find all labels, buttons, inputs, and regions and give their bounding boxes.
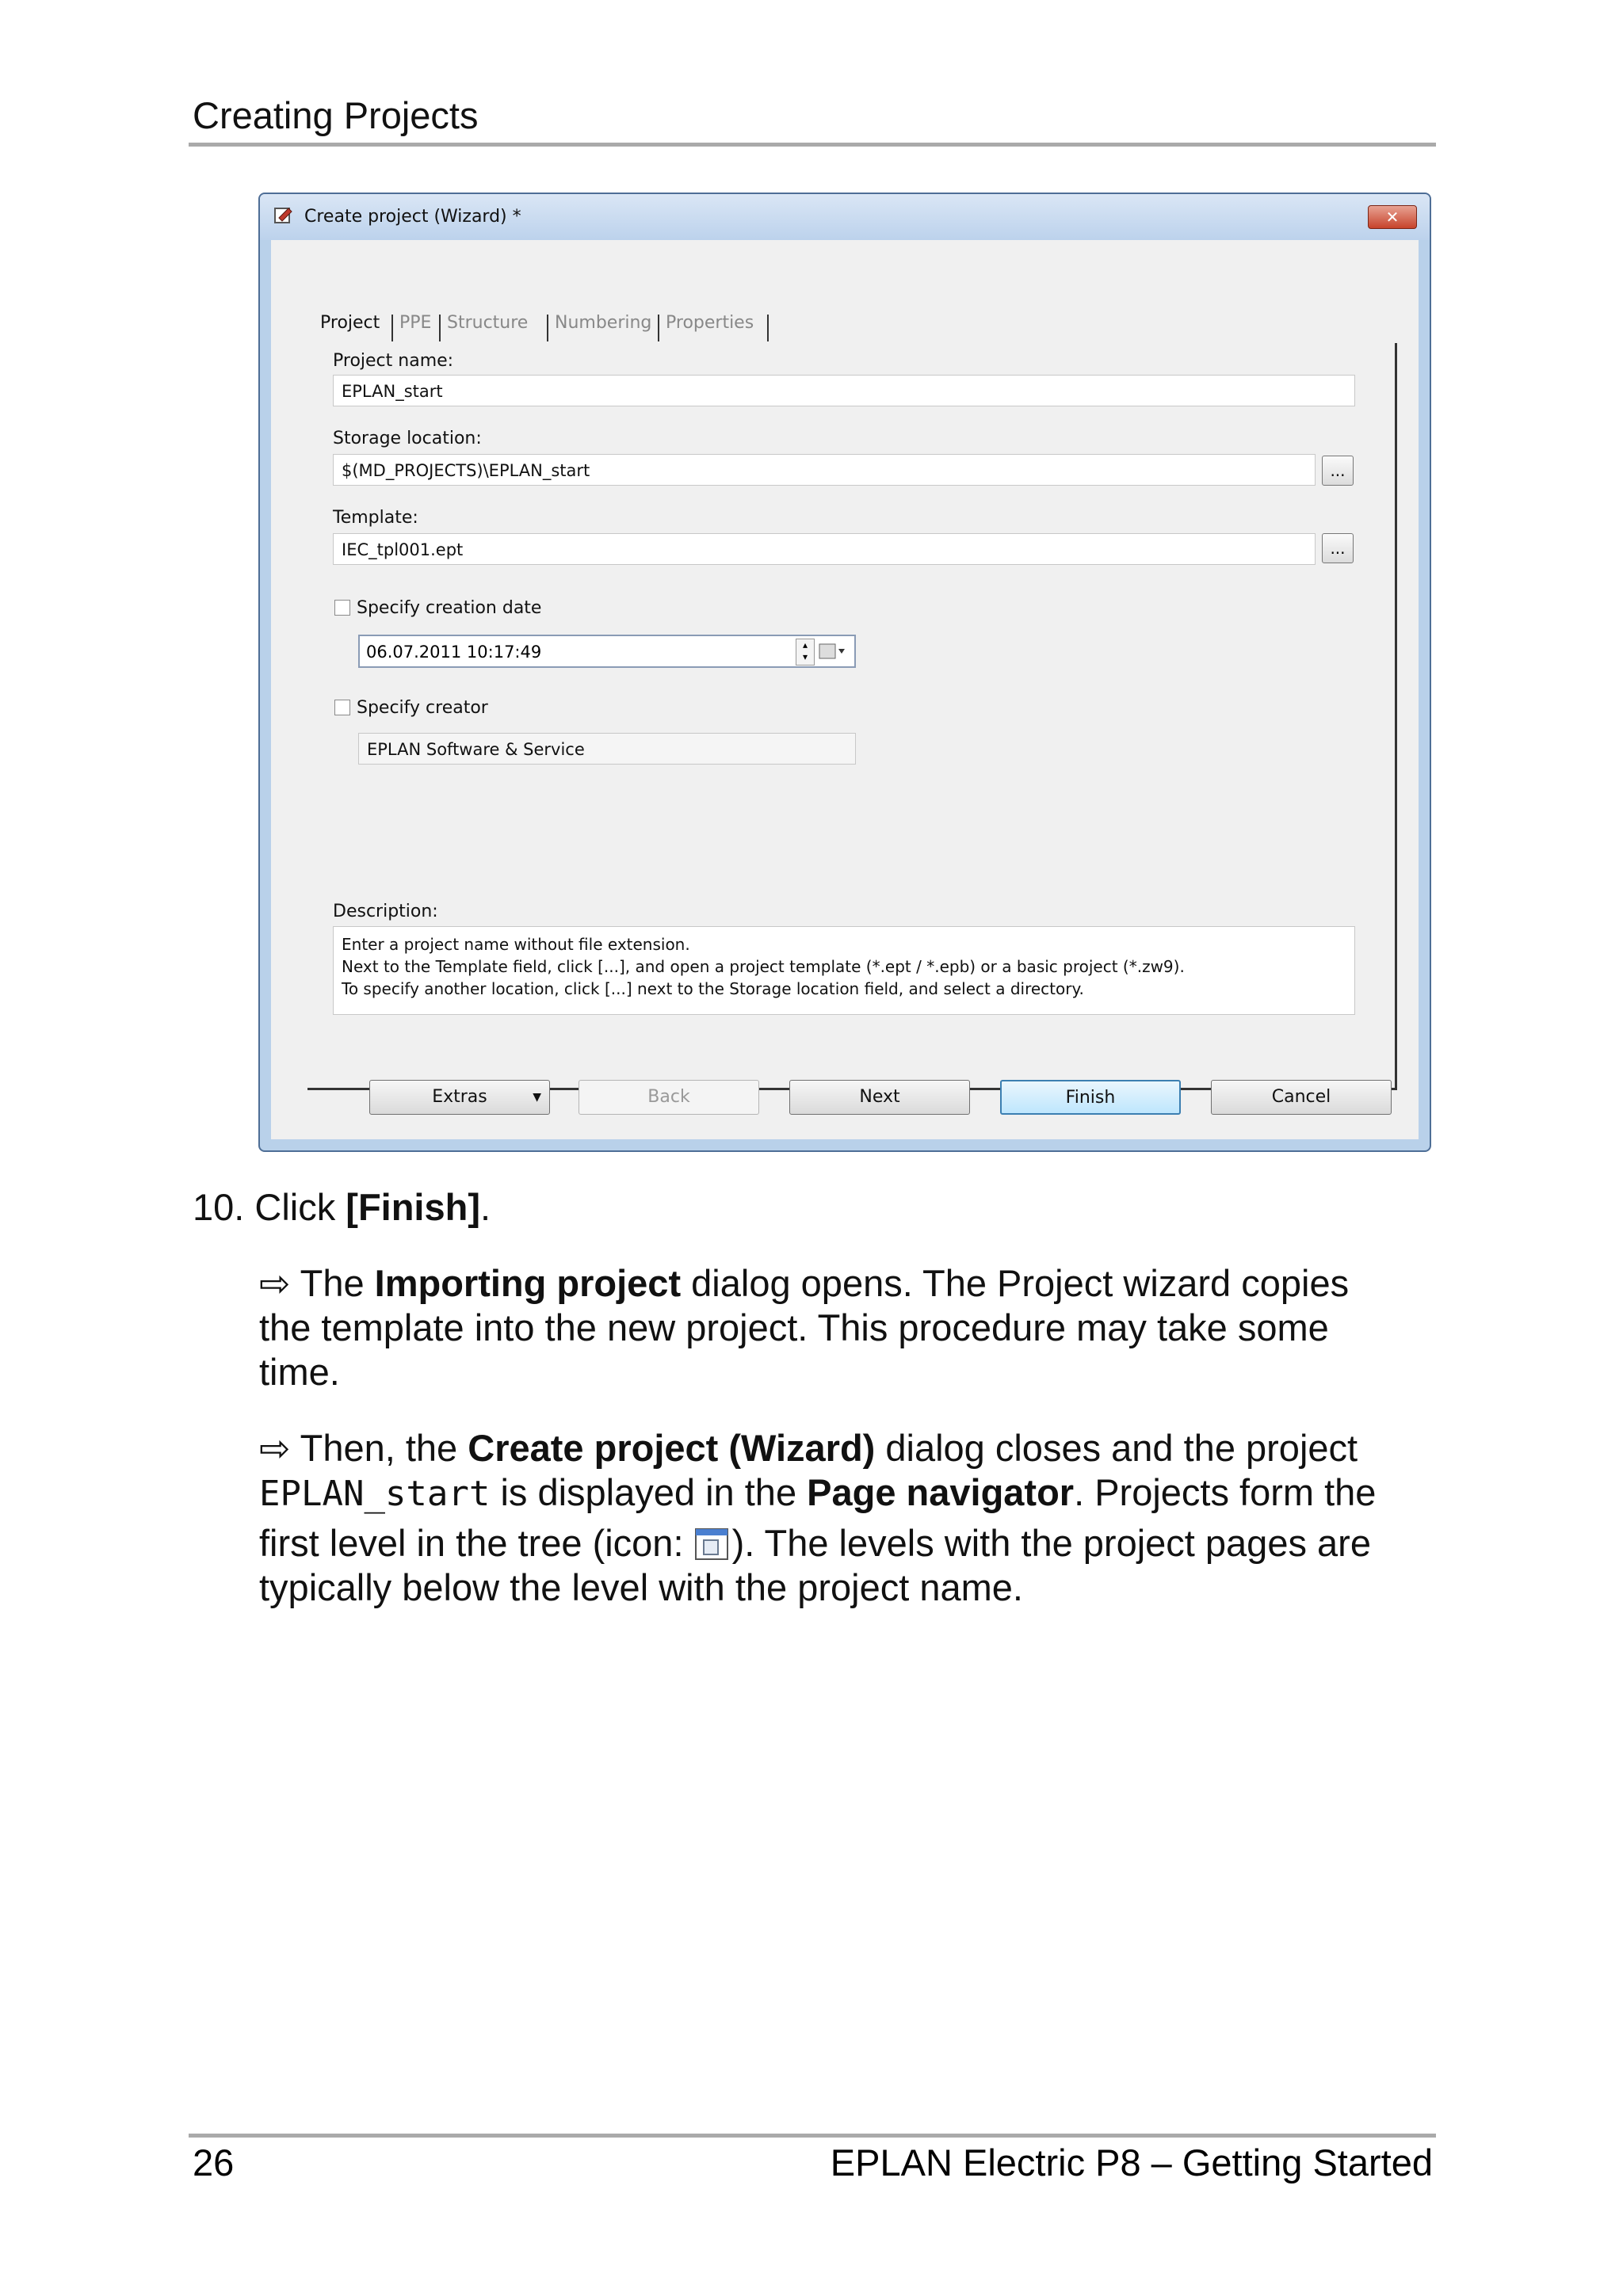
tab-project[interactable]: Project [320, 313, 380, 333]
result2-bold-dialog: Create project (Wizard) [468, 1427, 876, 1469]
result1-prefix: The [300, 1262, 375, 1304]
create-project-dialog [258, 193, 1431, 1152]
template-browse-button[interactable]: ... [1322, 533, 1354, 563]
page-header: Creating Projects [193, 94, 479, 136]
storage-location-label: Storage location: [333, 429, 482, 448]
result1-line2: the template into the new project. This procedure may take some [259, 1306, 1329, 1348]
description-label: Description: [333, 902, 438, 921]
result1-bold: Importing project [374, 1262, 682, 1304]
result1-rest: dialog opens. The Project wizard copies [681, 1262, 1350, 1304]
description-line: Enter a project name without file extension. [342, 935, 690, 954]
template-label: Template: [333, 508, 418, 528]
result-page-navigator [259, 1426, 1448, 1610]
result-arrow-icon: ⇨ [259, 1262, 291, 1304]
creation-date-label: Specify creation date [357, 598, 542, 618]
tab-ppe[interactable]: PPE [399, 313, 432, 333]
footer-title: EPLAN Electric P8 – Getting Started [830, 2142, 1433, 2183]
next-button[interactable]: Next [789, 1080, 970, 1115]
step-10 [193, 1185, 491, 1230]
tab-numbering[interactable]: Numbering [555, 313, 652, 333]
back-button[interactable]: Back [579, 1080, 759, 1115]
step-text: Click [254, 1186, 346, 1228]
result2-prefix: Then, the [300, 1427, 468, 1469]
result1-line3: time. [259, 1351, 340, 1393]
creation-date-value: 06.07.2011 10:17:49 [366, 643, 542, 662]
description-line: To specify another location, click [...] next to the Storage location field, and select a directory. [342, 979, 1084, 998]
dialog-titlebar [260, 194, 1430, 240]
creator-label: Specify creator [357, 698, 488, 718]
creator-checkbox[interactable] [334, 700, 350, 715]
creator-input[interactable]: EPLAN Software & Service [358, 733, 856, 765]
storage-location-input[interactable]: $(MD_PROJECTS)\EPLAN_start [333, 454, 1316, 486]
result2-project-code: EPLAN_start [259, 1474, 491, 1514]
result2-mid: is displayed in the [490, 1471, 808, 1513]
finish-button[interactable]: Finish [1000, 1080, 1181, 1115]
step-number: 10. [193, 1186, 245, 1228]
storage-browse-button[interactable]: ... [1322, 456, 1354, 486]
header-rule [189, 143, 1436, 147]
calendar-dropdown-icon[interactable] [818, 641, 846, 663]
dropdown-arrow-icon: ▼ [533, 1091, 541, 1104]
cancel-button[interactable]: Cancel [1211, 1080, 1392, 1115]
creation-date-input[interactable] [358, 635, 856, 668]
step-finish-bold: [Finish] [346, 1186, 480, 1228]
dialog-client-area [271, 240, 1419, 1139]
project-icon [694, 1527, 732, 1562]
result2-rest2: . Projects form the [1074, 1471, 1377, 1513]
extras-label: Extras [432, 1087, 487, 1107]
project-name-input[interactable]: EPLAN_start [333, 375, 1355, 406]
result-arrow-icon: ⇨ [259, 1427, 291, 1469]
dialog-title: Create project (Wizard) * [304, 207, 521, 227]
creation-date-checkbox[interactable] [334, 600, 350, 616]
eplan-app-icon [273, 205, 293, 226]
close-icon: ✕ [1385, 208, 1400, 227]
result2-bold-navigator: Page navigator [807, 1471, 1075, 1513]
description-box [333, 926, 1355, 1015]
tab-structure[interactable]: Structure [447, 313, 529, 333]
close-button[interactable] [1368, 205, 1417, 229]
date-spinner[interactable]: ▴ ▾ [796, 639, 815, 666]
result2-line4: typically below the level with the project name. [259, 1566, 1023, 1608]
template-input[interactable]: IEC_tpl001.ept [333, 533, 1316, 565]
extras-button[interactable] [369, 1080, 550, 1115]
tab-properties[interactable]: Properties [666, 313, 754, 333]
result-importing [259, 1261, 1448, 1394]
description-line: Next to the Template field, click [...], and open a project template (*.ept / *.epb) or a basic project (*.zw9). [342, 957, 1185, 976]
page-number: 26 [193, 2142, 235, 2183]
step-suffix: . [479, 1186, 491, 1228]
result2-line3b: ). The levels with the project pages are [731, 1522, 1371, 1564]
footer-rule [189, 2134, 1436, 2138]
project-name-label: Project name: [333, 351, 454, 371]
result2-rest: dialog closes and the project [875, 1427, 1358, 1469]
result2-line3a: first level in the tree (icon: [259, 1522, 694, 1564]
